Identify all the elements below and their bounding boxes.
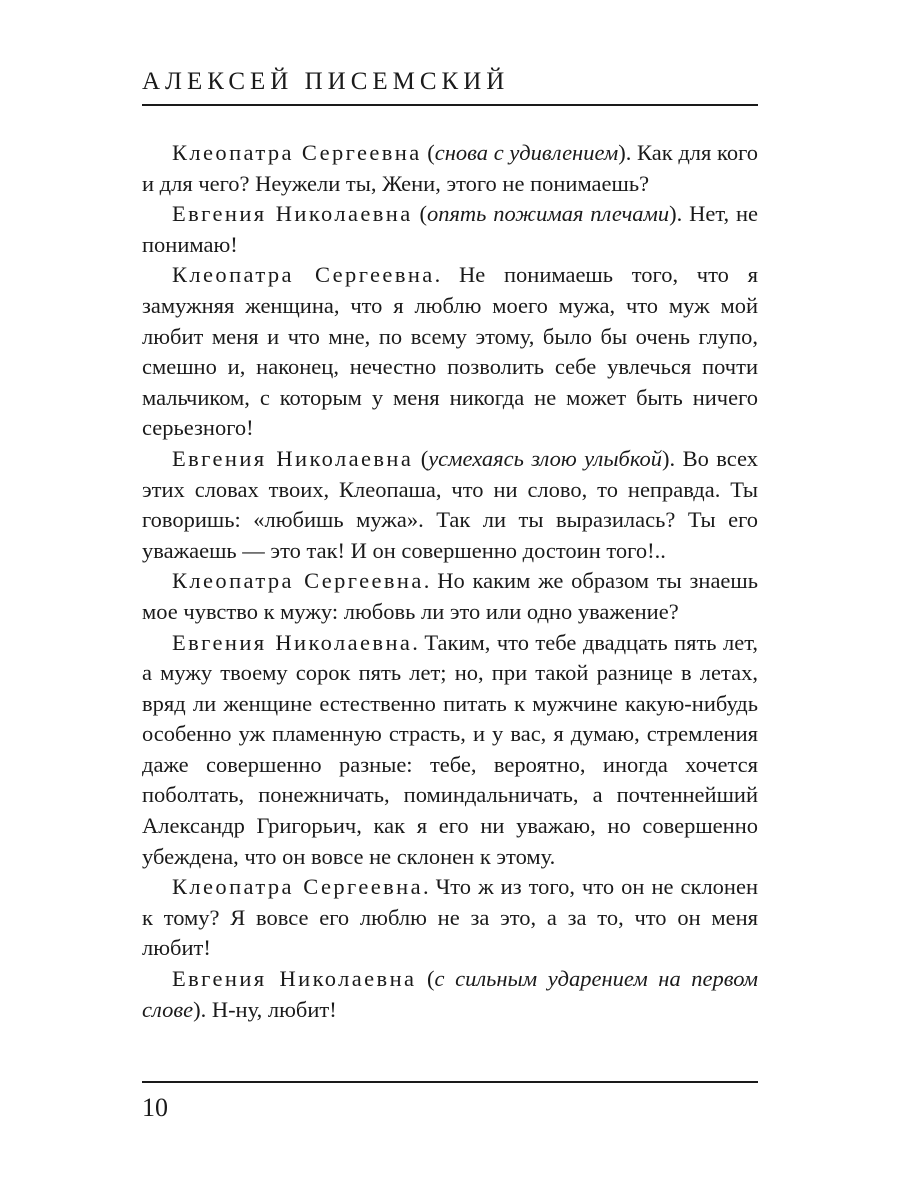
- running-header: [142, 60, 758, 106]
- speaker-name: Клеопатра Сергеевна: [172, 262, 435, 288]
- dialogue-paragraph: [142, 566, 758, 627]
- speaker-name: Евгения Николаевна: [172, 445, 414, 471]
- page-body: [142, 138, 758, 1025]
- header-author-name: АЛЕКСЕЙ ПИСЕМСКИЙ: [142, 68, 510, 95]
- dialogue-paragraph: [142, 872, 758, 964]
- dialogue-text: ). Во всех этих словах твоих, Клеопаша, что ни слово, то неправда. Ты говоришь: «любишь мужа». Так ли ты выразилась? Ты его уважаешь — это так! И он совершенно достоин того!..: [142, 445, 758, 563]
- speaker-name: Клеопатра Сергеевна: [172, 874, 423, 900]
- page-number: 10: [142, 1093, 168, 1122]
- dialogue-text: ). Нет, не понимаю!: [142, 201, 758, 257]
- dialogue-paragraph: [142, 444, 758, 566]
- dialogue-text: ). Как для кого и для чего? Неужели ты, Жени, этого не понимаешь?: [142, 140, 758, 196]
- speaker-name: Евгения Николаевна: [172, 629, 413, 655]
- dialogue-paragraph: [142, 964, 758, 1025]
- stage-direction: опять пожимая плечами: [426, 201, 670, 227]
- dialogue-text: . Таким, что тебе двадцать пять лет, а мужу твоему сорок пять лет; но, при такой разнице в летах, вряд ли женщине естественно питать к мужчине какую-нибудь особенно уж пламенную страсть, и у вас, я думаю, стремления даже совершенно разные: тебе, вероятно, иногда хочется поболтать, понежничать, поминдальничать, а почтеннейший Александр Григорьич, как я его ни уважаю, но совершенно убеждена, что он вовсе не склонен к этому.: [142, 629, 758, 869]
- dialogue-paragraph: [142, 199, 758, 260]
- stage-direction: снова с удивлением: [434, 140, 619, 165]
- dialogue-paragraph: [142, 260, 758, 444]
- stage-open: (: [412, 201, 427, 227]
- footer-rule: [142, 1081, 758, 1083]
- stage-direction: усмехаясь злою улыбкой: [428, 445, 663, 471]
- stage-open: (: [421, 140, 435, 165]
- dialogue-paragraph: [142, 628, 758, 873]
- dialogue-text: . Не понимаешь того, что я замужняя женщина, что я люблю моего мужа, что муж мой любит меня и что мне, по всему этому, было бы очень глупо, смешно и, наконец, нечестно позволить себе увлечься почти мальчиком, с которым у меня никогда не может быть ничего серьезного!: [142, 262, 758, 441]
- dialogue-text: ). Н-ну, любит!: [193, 996, 337, 1022]
- dialogue-paragraph: [142, 138, 758, 199]
- speaker-name: Клеопатра Сергеевна: [172, 140, 422, 165]
- speaker-name: Евгения Николаевна: [172, 966, 417, 992]
- stage-direction: с сильным ударением на первом слове: [142, 966, 759, 1022]
- dialogue-text: . Что ж из того, что он не склонен к тому? Я вовсе его люблю не за это, а за то, что он меня любит!: [142, 874, 758, 961]
- stage-open: (: [413, 445, 429, 471]
- speaker-name: Клеопатра Сергеевна: [172, 568, 424, 594]
- dialogue-text: . Но каким же образом ты знаешь мое чувство к мужу: любовь ли это или одно уважение?: [142, 568, 759, 624]
- speaker-name: Евгения Николаевна: [172, 201, 413, 227]
- stage-open: (: [416, 966, 435, 992]
